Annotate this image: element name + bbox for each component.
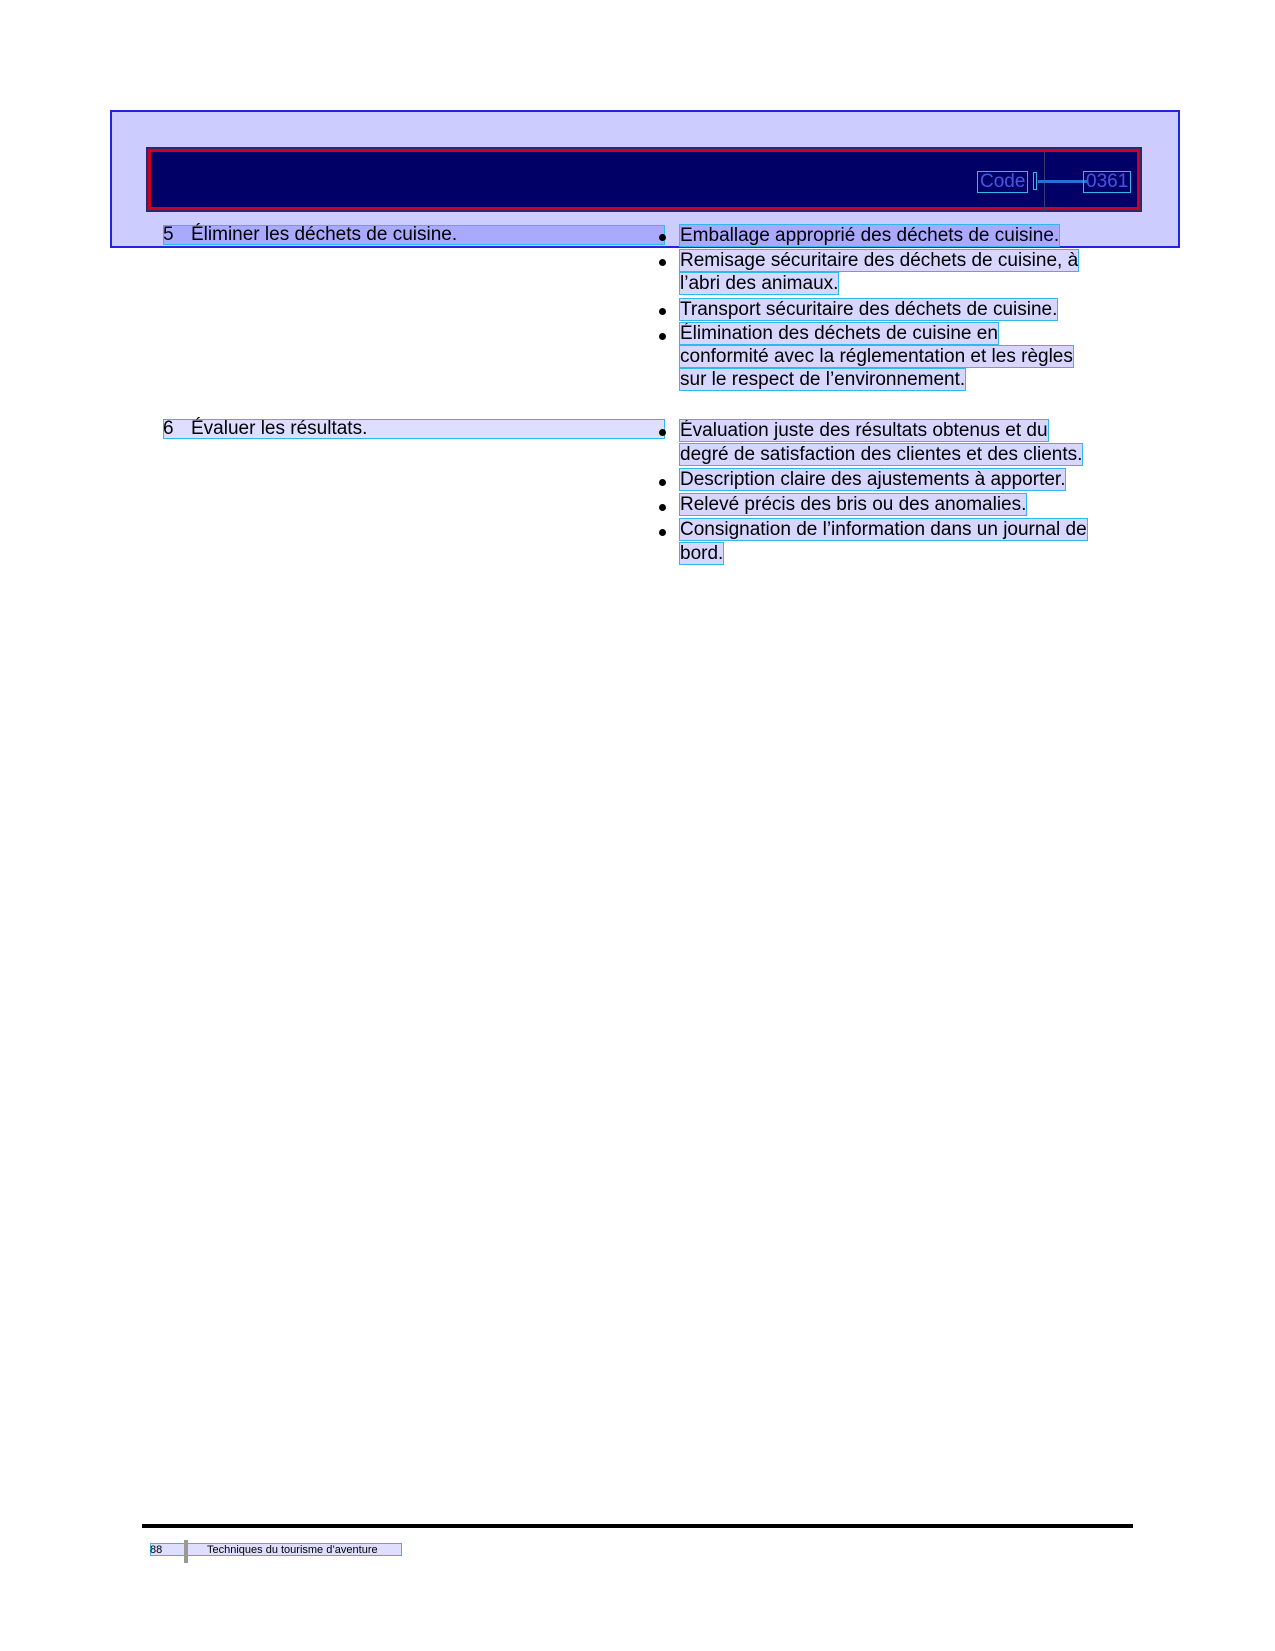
criterion — [680, 468, 1065, 492]
footer-title: Techniques du tourisme d’aventure — [207, 1544, 378, 1556]
criterion-line: sur le respect de l’environnement. — [680, 369, 966, 390]
bullet-icon — [659, 308, 666, 315]
criterion-line: conformité avec la réglementation et les règles — [680, 346, 1073, 367]
footer-separator — [184, 1540, 188, 1563]
code-separator — [1033, 172, 1037, 190]
footer-page-number: 88 — [150, 1544, 163, 1556]
criterion-line: degré de satisfaction des clientes et des clients. — [680, 444, 1083, 465]
step-5 — [163, 224, 457, 246]
bullet-icon — [659, 429, 666, 436]
criterion-line: Description claire des ajustements à apporter. — [680, 469, 1066, 490]
criterion — [680, 298, 1057, 322]
criterion-line: Remisage sécuritaire des déchets de cuisine, à — [680, 250, 1079, 271]
bullet-icon — [659, 479, 666, 486]
step-6 — [163, 418, 367, 440]
step-number: 5 — [163, 224, 174, 245]
step-label: Évaluer les résultats. — [191, 418, 368, 439]
criterion-line: l’abri des animaux. — [680, 273, 839, 294]
criterion-line: bord. — [680, 543, 724, 564]
bullet-icon — [659, 333, 666, 340]
code-underline — [1038, 180, 1088, 183]
criterion — [680, 224, 1059, 248]
code-label: Code — [977, 171, 1028, 193]
criterion-line: Élimination des déchets de cuisine en — [680, 323, 998, 344]
code-value: 0361 — [1083, 171, 1131, 193]
criterion — [680, 493, 1026, 517]
criterion-line: Transport sécuritaire des déchets de cuisine. — [680, 299, 1058, 320]
step-number: 6 — [163, 418, 174, 439]
criterion-line: Évaluation juste des résultats obtenus et du — [680, 420, 1048, 441]
step-label: Éliminer les déchets de cuisine. — [191, 224, 458, 245]
criterion-line: Relevé précis des bris ou des anomalies. — [680, 494, 1027, 515]
criterion-line: Consignation de l’information dans un journal de — [680, 519, 1087, 540]
bullet-icon — [659, 504, 666, 511]
bullet-icon — [659, 259, 666, 266]
footer-rule — [142, 1524, 1133, 1528]
bullet-icon — [659, 234, 666, 241]
criterion-line: Emballage approprié des déchets de cuisine. — [680, 225, 1060, 246]
bullet-icon — [659, 529, 666, 536]
